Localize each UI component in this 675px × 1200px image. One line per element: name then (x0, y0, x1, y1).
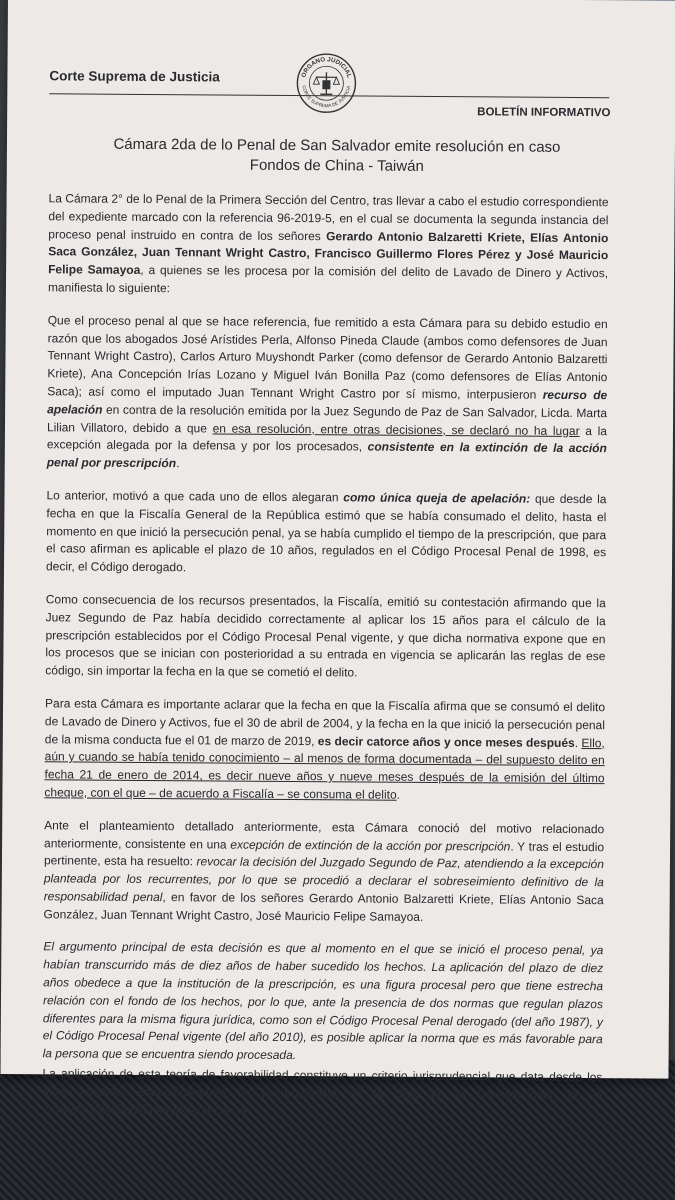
p2-text-2: en contra de la resolución emitida por la Juez Segundo de Paz de San Salvador, Licda. Marta Lilian Villatoro, debido a que (46, 402, 608, 436)
svg-text:CORTE SUPREMA DE JUSTICIA: CORTE SUPREMA DE JUSTICIA (301, 85, 352, 109)
paragraph-7 (43, 939, 604, 1067)
p2-text-4: . (176, 456, 180, 471)
document-body (42, 190, 609, 1137)
title-line-2: Fondos de China - Taiwán (249, 156, 424, 175)
p2-text: Que el proceso penal al que se hace referencia, fue remitido a esta Cámara para su debido estudio en razón que los abogados José Arístides Perla, Alfonso Pineda Claude (ambos como defensores de Juan Tennant Wright Castro), Carlos Arturo Muyshondt Parker (como defensor de Gerardo Antonio Balzaretti Kriete), Ana Concepción Irías Lozano y Miguel Iván Bonilla Paz (como defensores de Elías Antonio Saca); así como el imputado Juan Tennant Wright Castro por sí mismo, interpusieron (47, 313, 608, 402)
p6-text: Ante el planteamiento detallado anteriormente, esta Cámara conoció del motivo relacionado anteriormente, consistente en una (44, 817, 605, 852)
p6-italic: excepción de extinción de la acción por prescripción (230, 837, 511, 854)
paragraph-1 (48, 190, 609, 301)
p1-defendants: Gerardo Antonio Balzaretti Kriete, Elías Antonio Saca González, Juan Tennant Wright Castro, Francisco Guillermo Flores Pérez y José Mauricio Felipe Samayoa (48, 228, 609, 278)
p5-bold: es decir catorce años y once meses después (317, 733, 575, 750)
title-line-1: Cámara 2da de lo Penal de San Salvador emite resolución en caso (113, 135, 561, 156)
p2-text-3: a la excepción alegada por la defensa y por los procesados, (46, 423, 608, 454)
p5-text-2: . (574, 735, 582, 750)
p5-text: Para esta Cámara es importante aclarar que la fecha en que la Fiscalía afirma que se consumó el delito de Lavado de Dinero y Activos, fue el 30 de abril de 2004, y la fecha en la que inició la persecución penal de la misma conducta fue el 01 de marzo de 2019, (44, 696, 606, 748)
institution-name: Corte Suprema de Justicia (49, 68, 220, 85)
svg-text:ORGANO JUDICIAL: ORGANO JUDICIAL (300, 56, 353, 79)
p2-underlined: en esa resolución, entre otras decisiones, se declaró no ha lugar (212, 421, 580, 438)
bulletin-label: BOLETÍN INFORMATIVO (477, 106, 611, 120)
p5-text-3: . (396, 787, 401, 802)
paragraph-6 (44, 817, 605, 928)
p3-text-2: que desde la fecha en que la Fiscalía General de la República estimó que se había consumado el delito, hasta el momento en que inició la persecución penal, ya se había cumplido el tiempo de la prescripción, que para el caso afirman es aplicable el plazo de 10 años, regulados en el Código Procesal Penal de 1998, es decir, el Código derogado. (45, 491, 607, 575)
p6-text-3: , en favor de los señores Gerardo Antonio Balzaretti Kriete, Elías Antonio Saca González, Juan Tennant Wright Castro, José Mauricio Felipe Samayoa. (43, 889, 604, 924)
p2-emphasis-prescription: consistente en la extinción de la acción penal por prescripción (46, 439, 607, 471)
paragraph-8 (42, 1065, 602, 1122)
p4-text: Como consecuencia de los recursos presentados, la Fiscalía, emitió su contestación afirmando que la Juez Segundo de Paz había decidido correctamente al aplicar los 15 años para el cálculo de la prescripción establecidos por el Código Procesal Penal vigente, y que dicha normativa expone que en los procesos que se inician con posterioridad a su entrada en vigencia se aplicarán las reglas de ese código, sin importar la fecha en la que se cometió el delito. (45, 592, 606, 680)
p1-text-2: , a quienes se les procesa por la comisión del delito de Lavado de Dinero y Activos, manifiesta lo siguiente: (47, 263, 609, 296)
p6-text-2: . Y tras el estudio pertinente, esta ha resuelto: (43, 839, 605, 869)
document-title (67, 134, 607, 178)
paragraph-5 (44, 695, 605, 806)
p6-italic-ruling: revocar la decisión del Juzgado Segundo de Paz, atendiendo a la excepción planteada por los recurrentes, por lo que se procedió a declarar el sobreseimiento definitivo de la responsabilidad penal (43, 854, 604, 904)
p7-italic: El argumento principal de esta decisión es que al momento en el que se inició el proceso penal, ya habían transcurrido más de diez años de haber sucedido los hechos. La aplicación del plazo de diez años obedece a que la institución de la prescripción, es una figura procesal pero que tiene estrecha relación con el fondo de los hechos, por lo que, ante la presencia de dos normas que regulan plazos diferentes para la misma figura jurídica, como son el Código Procesal Penal derogado (del año 1987), y el Código Procesal Penal vigente (del año 2010), es posible aplicar la norma que es más favorable para la persona que se encuentra siendo procesada. (42, 939, 604, 1063)
p3-emphasis: como única queja de apelación: (343, 490, 531, 506)
paragraph-2 (47, 312, 608, 476)
paragraph-3 (46, 487, 607, 580)
p3-text: Lo anterior, motivó a que cada uno de ellos alegaran (46, 488, 344, 505)
p5-underlined: Ello, aún y cuando se había tenido conocimiento – al menos de forma documentada – del supuesto delito en fecha 21 de enero de 2014, es decir nueve años y nueve meses después de la emisión del último cheque, con el que – de acuerdo a Fiscalía – se consuma el delito (44, 735, 605, 802)
p2-emphasis-appeal: recurso de apelación (47, 387, 608, 417)
paragraph-4 (45, 591, 606, 684)
judicial-seal-logo (295, 52, 357, 114)
p8-text: La aplicación de esta teoría de favorabilidad constituye un criterio jurisprudencial que data desde los años noventa, específicamente en jurisprudencia de la Sala de lo Constitucional, en la inconstitucionalidad identificada con la (42, 1066, 603, 1118)
p1-text: La Cámara 2° de lo Penal de la Primera Sección del Centro, tras llevar a cabo el estudio correspondiente del expediente marcado con la referencia 96-2019-5, en el cual se documenta la segunda instancia del proceso penal instruido en contra de los señores (48, 191, 609, 243)
